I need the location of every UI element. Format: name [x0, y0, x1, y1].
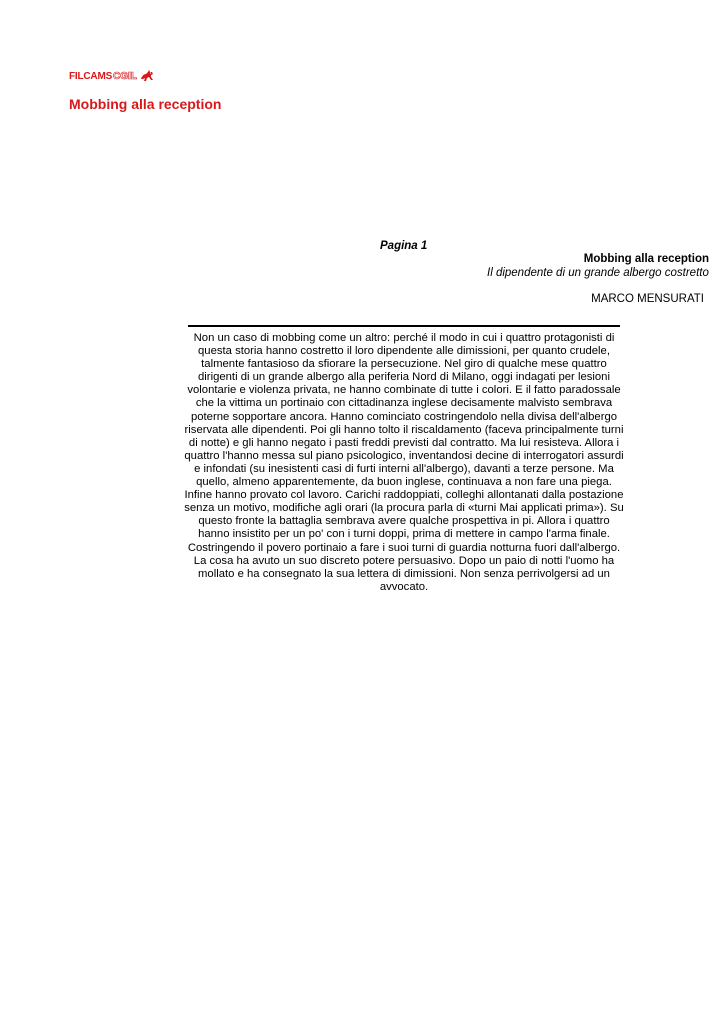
horizontal-rule — [188, 325, 620, 327]
filcams-cgil-logo — [69, 68, 155, 84]
article-paragraph: Infine hanno provato col lavoro. Carichi raddoppiati, colleghi allontanati dalla postazione senza un motivo, modifiche agli orari (la procura parla di «turni Mai applicati prima»). Su questo fronte la battaglia sembrava avere qualche prospettiva in pi. Allora i quattro hanno insistito per un po' con i turni doppi, prima di mettere in campo l'arma finale. Costringendo il povero portinaio a fare i suoi turni di guardia notturna fuori dall'albergo. La cosa ha avuto un suo discreto potere persuasivo. Dopo un paio di notti l'uomo ha mollato e ha consegnato la sua lettera di dimissioni. Non senza perrivolgersi ad un avvocato. — [184, 489, 624, 593]
logo-cgil-text: CGIL — [113, 70, 137, 82]
article-paragraph: Non un caso di mobbing come un altro: perché il modo in cui i quattro protagonisti di questa storia hanno costretto il loro dipendente alle dimissioni, per quanto crudele, talmente fantasioso da sfiorare la persecuzione. Nel giro di qualche mese quattro dirigenti di un grande albergo alla periferia Nord di Milano, oggi indagati per lesioni volontarie e violenza privata, ne hanno combinate di tutte i colori. E il fatto paradossale che la vittima un portinaio con cittadinanza inglese decisamente malvisto sembrava poterne sopportare ancora. Hanno cominciato costringendolo nella divisa dell'albergo riservata alle dipendenti. Poi gli hanno tolto il riscaldamento (faceva principalmente turni di notte) e gli hanno negato i pasti freddi previsti dal contratto. Ma lui resisteva. Allora i quattro l'hanno messa sul piano psicologico, inventandosi decine di interrogatori assurdi e infondati (su inesistenti casi di furti interni all'albergo), davanti a terze persone. Ma quello, almeno apparentemente, da buon inglese, continuava a non fare una piega. — [184, 332, 624, 489]
document-title: Mobbing alla reception — [69, 96, 222, 112]
running-horse-icon — [139, 68, 155, 84]
article-author: MARCO MENSURATI — [591, 293, 704, 305]
article-subtitle: Il dipendente di un grande albergo costretto — [487, 267, 709, 279]
article-title: Mobbing alla reception — [583, 253, 709, 265]
article-body — [184, 332, 624, 594]
logo-filcams-text: FILCAMS — [69, 70, 113, 82]
page-number-label: Pagina 1 — [380, 240, 428, 252]
